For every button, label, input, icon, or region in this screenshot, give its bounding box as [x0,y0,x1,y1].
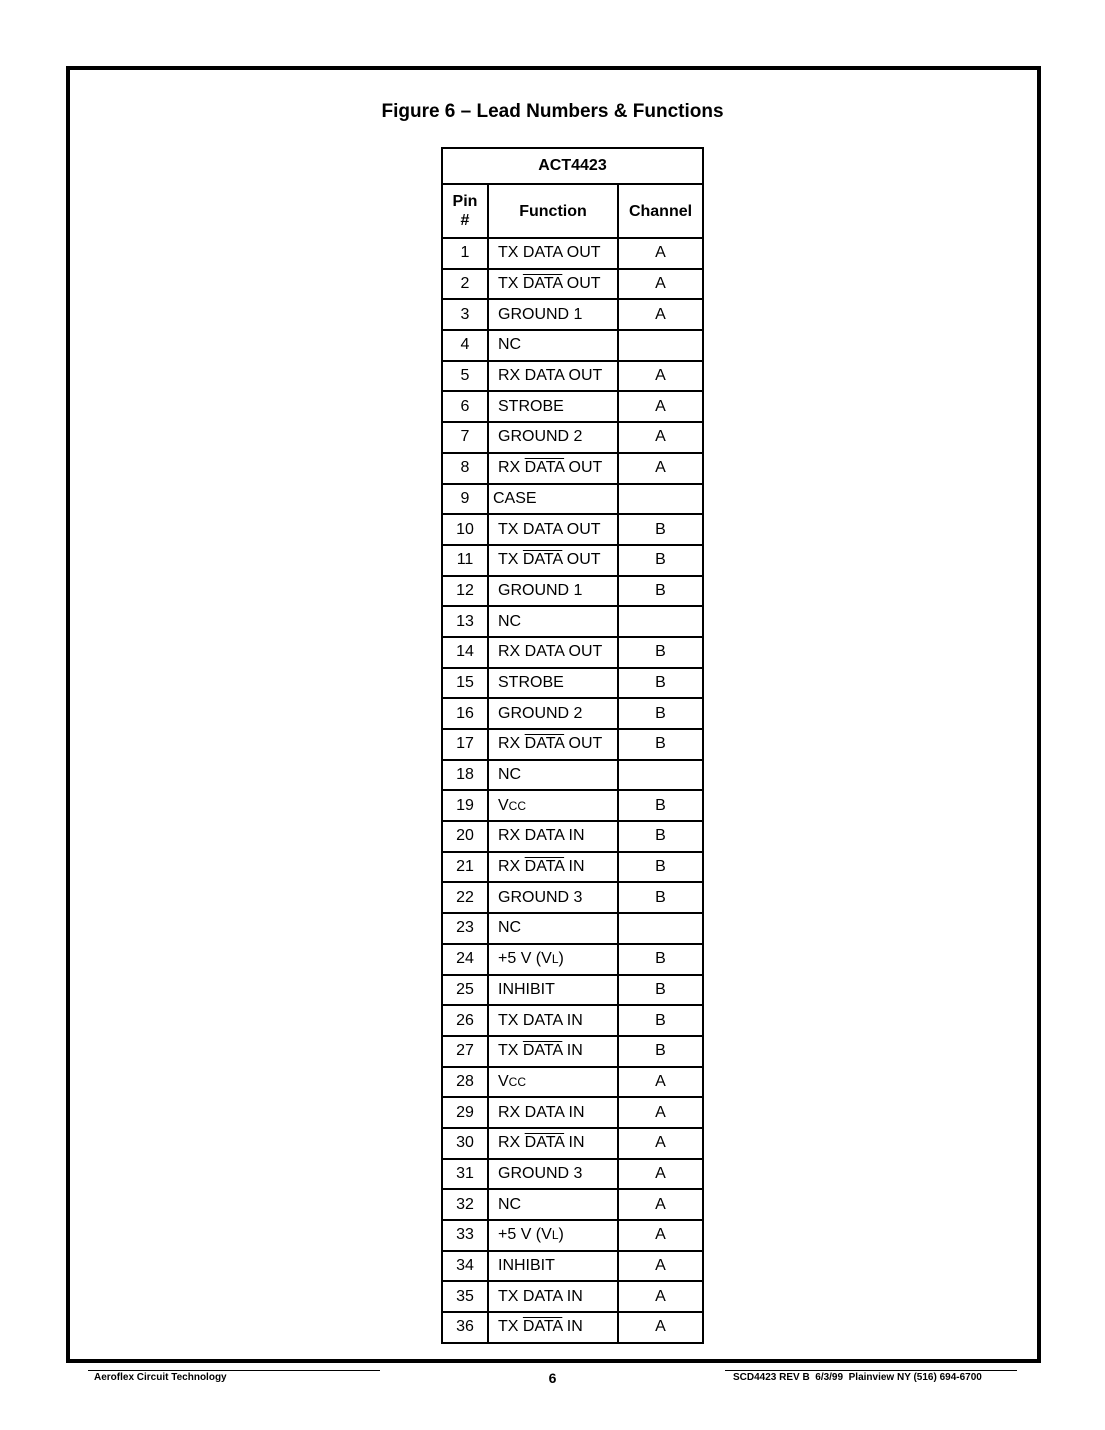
footer-doc-info: SCD4423 REV B 6/3/99 Plainview NY (516) 694-6700 [733,1372,982,1383]
pin-header-label: Pin # [452,193,478,229]
pin-number: 35 [442,1281,488,1312]
table-row [442,975,703,1006]
table-row [442,1312,703,1343]
table-row [442,484,703,515]
pin-number: 30 [442,1128,488,1159]
pin-function: INHIBIT [488,975,618,1006]
pin-column-header [442,184,488,238]
pin-channel: B [618,637,703,668]
pin-channel: B [618,698,703,729]
pin-channel: B [618,882,703,913]
part-number-header: ACT4423 [442,148,703,184]
table-row [442,1036,703,1067]
table-row [442,1097,703,1128]
pin-number: 18 [442,760,488,791]
pin-number: 28 [442,1067,488,1098]
pin-channel: A [618,238,703,269]
pin-function: NC [488,1189,618,1220]
table-row [442,453,703,484]
pin-number: 22 [442,882,488,913]
table-row [442,606,703,637]
pin-channel: A [618,1189,703,1220]
pin-channel: A [618,299,703,330]
pin-channel: B [618,1005,703,1036]
table-row [442,637,703,668]
pin-number: 24 [442,944,488,975]
table-row [442,668,703,699]
table-row [442,299,703,330]
pin-channel: A [618,1067,703,1098]
pin-function: GROUND 3 [488,1159,618,1190]
pin-number: 7 [442,422,488,453]
pin-function: +5 V (VL) [488,944,618,975]
pin-function: RX DATA IN [488,852,618,883]
table-row [442,790,703,821]
pin-channel [618,330,703,361]
pin-function: RX DATA IN [488,1128,618,1159]
pin-channel: B [618,545,703,576]
pin-channel: B [618,852,703,883]
pin-channel: B [618,975,703,1006]
pin-number: 27 [442,1036,488,1067]
table-row [442,729,703,760]
pin-channel [618,913,703,944]
pin-number: 15 [442,668,488,699]
pin-function: RX DATA IN [488,1097,618,1128]
pin-channel [618,484,703,515]
pin-number: 3 [442,299,488,330]
pin-function: TX DATA OUT [488,545,618,576]
pin-function: TX DATA IN [488,1281,618,1312]
pin-channel: A [618,361,703,392]
pin-channel: A [618,1159,703,1190]
table-row [442,422,703,453]
channel-column-header: Channel [618,184,703,238]
pin-number: 16 [442,698,488,729]
pin-number: 8 [442,453,488,484]
pin-number: 6 [442,391,488,422]
pin-channel: A [618,1281,703,1312]
pin-function: RX DATA OUT [488,361,618,392]
table-row [442,698,703,729]
pin-function: NC [488,760,618,791]
pin-channel [618,606,703,637]
pin-number: 23 [442,913,488,944]
pin-number: 33 [442,1220,488,1251]
table-row [442,760,703,791]
lead-functions-table [441,147,704,1344]
pin-number: 12 [442,576,488,607]
pin-function: STROBE [488,668,618,699]
pin-channel: B [618,821,703,852]
function-column-header: Function [488,184,618,238]
pin-function: GROUND 3 [488,882,618,913]
table-row [442,269,703,300]
pin-number: 17 [442,729,488,760]
pin-function: RX DATA IN [488,821,618,852]
pin-number: 25 [442,975,488,1006]
table-row [442,1189,703,1220]
pin-function: TX DATA OUT [488,238,618,269]
pin-number: 11 [442,545,488,576]
pin-function: TX DATA OUT [488,514,618,545]
pin-channel: A [618,422,703,453]
pin-number: 36 [442,1312,488,1343]
table-row [442,1220,703,1251]
pin-number: 29 [442,1097,488,1128]
pin-channel: B [618,576,703,607]
pin-number: 2 [442,269,488,300]
pin-number: 5 [442,361,488,392]
pin-function: +5 V (VL) [488,1220,618,1251]
pin-channel: B [618,729,703,760]
table-row [442,330,703,361]
pin-channel [618,760,703,791]
table-row [442,1281,703,1312]
pin-function: TX DATA IN [488,1036,618,1067]
pin-function: RX DATA OUT [488,637,618,668]
pin-function: VCC [488,1067,618,1098]
table-row [442,545,703,576]
pin-function: INHIBIT [488,1251,618,1282]
figure-title: Figure 6 – Lead Numbers & Functions [381,101,724,122]
pin-function: NC [488,606,618,637]
table-row [442,1251,703,1282]
table-row [442,1159,703,1190]
pin-channel: A [618,1312,703,1343]
pin-number: 20 [442,821,488,852]
pin-number: 10 [442,514,488,545]
pin-channel: B [618,514,703,545]
pin-channel: B [618,668,703,699]
pin-number: 31 [442,1159,488,1190]
pin-number: 21 [442,852,488,883]
table-row [442,821,703,852]
pin-rows [442,238,703,1343]
footer-page-number: 6 [548,1370,557,1386]
pin-channel: B [618,1036,703,1067]
pin-function: VCC [488,790,618,821]
table-row [442,913,703,944]
pin-function: NC [488,330,618,361]
pin-function: GROUND 1 [488,576,618,607]
table-row [442,361,703,392]
pin-channel: B [618,790,703,821]
table-row [442,576,703,607]
pin-function: STROBE [488,391,618,422]
pin-function: NC [488,913,618,944]
pin-number: 34 [442,1251,488,1282]
table-row [442,391,703,422]
pin-number: 13 [442,606,488,637]
pin-channel: A [618,1220,703,1251]
pin-function: RX DATA OUT [488,729,618,760]
pin-channel: A [618,391,703,422]
table-row [442,1005,703,1036]
pin-channel: A [618,453,703,484]
pin-function: TX DATA IN [488,1005,618,1036]
pin-number: 14 [442,637,488,668]
table-row [442,238,703,269]
table-row [442,1128,703,1159]
pin-number: 4 [442,330,488,361]
pin-function: GROUND 2 [488,698,618,729]
table-row [442,944,703,975]
footer-company: Aeroflex Circuit Technology [94,1372,227,1383]
pin-number: 26 [442,1005,488,1036]
pin-function: TX DATA IN [488,1312,618,1343]
table-row [442,852,703,883]
pin-channel: A [618,1128,703,1159]
pin-function: GROUND 2 [488,422,618,453]
table-row [442,514,703,545]
pin-number: 19 [442,790,488,821]
pin-number: 9 [442,484,488,515]
pin-function: TX DATA OUT [488,269,618,300]
pin-function: RX DATA OUT [488,453,618,484]
pin-channel: B [618,944,703,975]
table-row [442,882,703,913]
pin-channel: A [618,1097,703,1128]
pin-function: CASE [488,484,618,515]
pin-channel: A [618,269,703,300]
pin-number: 1 [442,238,488,269]
pin-number: 32 [442,1189,488,1220]
pin-function: GROUND 1 [488,299,618,330]
table-row [442,1067,703,1098]
pin-channel: A [618,1251,703,1282]
